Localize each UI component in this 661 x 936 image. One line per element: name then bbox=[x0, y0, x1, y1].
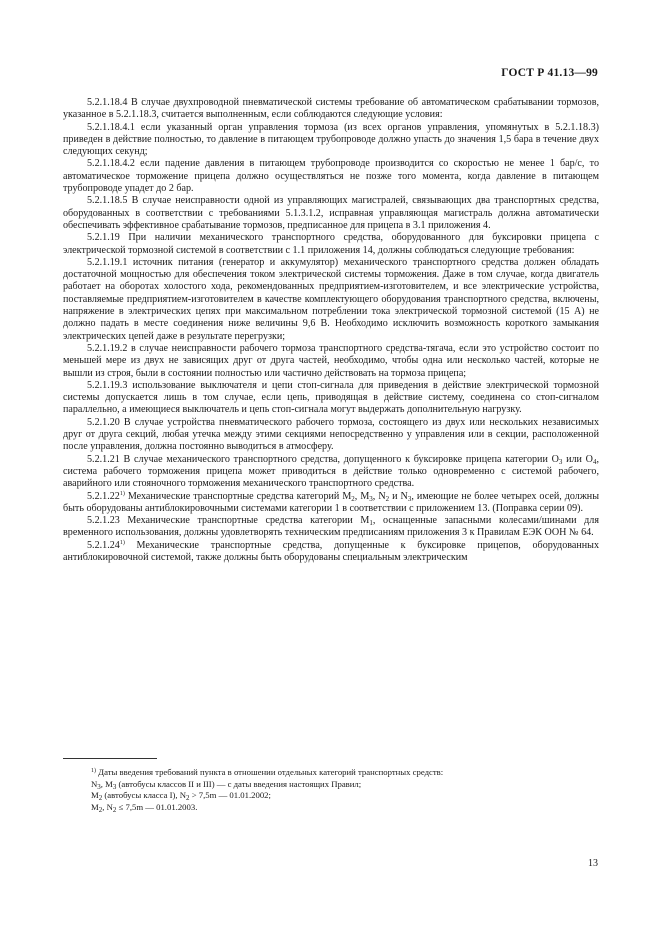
paragraph-5-2-1-22: 5.2.1.22$^{1)}$ Механические транспортные средства категорий $M_2$, $M_3$, $N_2$ и $N_3$, имеющие не более четырех осей, должны быть оборудованы антиблокировочными системами категории 1 в соответствии с приложением 13. (Поправка серии 09). bbox=[63, 490, 599, 514]
body-text bbox=[63, 97, 599, 564]
footnote-line: $M_2$, $N_2 \le 7,5m$ — 01.01.2003. bbox=[91, 801, 198, 814]
footnote-divider bbox=[63, 758, 157, 759]
document-code-header: ГОСТ Р 41.13—99 bbox=[501, 67, 598, 79]
page-number: 13 bbox=[588, 858, 598, 869]
paragraph-5-2-1-21: 5.2.1.21 В случае механического транспортного средства, допущенного к буксировке прицепа категории $O_3$ или $O_4$, система рабочего торможения прицепа может приводиться в действие только одновременно с системой рабочего, аварийного или стояночного торможения механического транспортного средства. bbox=[63, 453, 599, 490]
footnote-mark: 1) bbox=[91, 768, 96, 774]
paragraph-5-2-1-18-4: 5.2.1.18.4 В случае двухпроводной пневматической системы требование об автоматическом срабатывании тормозов, указанное в 5.2.1.18.3, считается выполненным, если соблюдаются следующие условия: bbox=[63, 97, 599, 121]
paragraph-5-2-1-23: 5.2.1.23 Механические транспортные средства категории $M_1$, оснащенные запасными колесами/шинами для временного использования, должны удовлетворять техническим предписаниям приложения 3 к Правилам ЕЭК ООН № 64. bbox=[63, 515, 599, 539]
paragraph-5-2-1-18-5: 5.2.1.18.5 В случае неисправности одной из управляющих магистралей, связывающих два транспортных средства, оборудованных в соответствии с требованиями 5.1.3.1.2, исправная управляющая магистраль должна автоматически обеспечивать эффективное срабатывание тормозов, предписанное для прицепа в 3.1 приложения 4. bbox=[63, 195, 599, 231]
footnote-first-line: Даты введения требований пункта в отношении отдельных категорий транспортных средств: bbox=[98, 767, 444, 777]
paragraph-5-2-1-18-4-1: 5.2.1.18.4.1 если указанный орган управления тормоза (из всех органов управления, упомянутых в 5.2.1.18.3) приведен в действие полностью, то давление в питающем трубопроводе должно упасть до значения 1,5 бара в течение двух следующих секунд; bbox=[63, 121, 599, 158]
paragraph-5-2-1-19: 5.2.1.19 При наличии механического транспортного средства, оборудованного для буксировки прицепа с электрической тормозной системой в соответствии с 1.1 приложения 14, должны соблюдаться следующие требования: bbox=[63, 232, 599, 256]
paragraph-5-2-1-19-1: 5.2.1.19.1 источник питания (генератор и аккумулятор) механического транспортного средства должен обладать достаточной мощностью для обеспечения током электрической системы торможения. Даже в том случае, когда двигатель работает на оборотах холостого хода, рекомендованных предприятием-изготовителем, и все электрические устройства, поставляемые предприятием-изготовителем в качестве комплектующего оборудования транспортного средства, включены, напряжение в электрических цепях при максимальном потреблении тока электрической тормозной системой (15 А) не должно падать в месте соединения ниже величины 9,6 В. Необходимо исключить возможность короткого замыкания электрических цепей даже в результате перегрузки; bbox=[63, 256, 599, 342]
paragraph-5-2-1-20: 5.2.1.20 В случае устройства пневматического рабочего тормоза, состоящего из двух или нескольких независимых друг от друга секций, любая утечка между этими секциями непосредственно у управления или в секции, расположенной после управления, должна постоянно выводиться в атмосферу. bbox=[63, 416, 599, 453]
paragraph-5-2-1-24: 5.2.1.24$^{1)}$ Механические транспортные средства, допущенные к буксировке прицепов, оборудованных антиблокировочной системой, также должны быть оборудованы специальным электрическим bbox=[63, 539, 599, 563]
footnote bbox=[63, 766, 599, 813]
paragraph-5-2-1-18-4-2: 5.2.1.18.4.2 если падение давления в питающем трубопроводе производится со скоростью не менее 1 бар/с, то автоматическое торможение прицепа должно осуществляться не позже того момента, когда давление в питающем трубопроводе упадет до 2 бар. bbox=[63, 158, 599, 195]
footnote-line: $M_2$ (автобусы класса I), $N_2 > 7,5m$ — 01.01.2002; bbox=[91, 790, 271, 803]
paragraph-5-2-1-19-2: 5.2.1.19.2 в случае неисправности рабочего тормоза транспортного средства-тягача, если это устройство состоит по меньшей мере из двух не зависящих друг от друга частей, необходимо, чтобы одна или несколько частей, которые не вышли из строя, были в состоянии полностью или частично действовать на тормоза прицепа; bbox=[63, 342, 599, 379]
footnote-line: $N_3$, $M_3$ (автобусы классов II и III) — с даты введения настоящих Правил; bbox=[91, 778, 362, 791]
footnote-intro bbox=[63, 766, 599, 779]
paragraph-5-2-1-19-3: 5.2.1.19.3 использование выключателя и цепи стоп-сигнала для приведения в действие электрической тормозной системы допускается лишь в том случае, если цепь, приводящая в действие систему, соединена со стоп-сигналом параллельно, а имеющиеся выключатель и цепь стоп-сигнала могут выдержать дополнительную нагрузку. bbox=[63, 379, 599, 416]
